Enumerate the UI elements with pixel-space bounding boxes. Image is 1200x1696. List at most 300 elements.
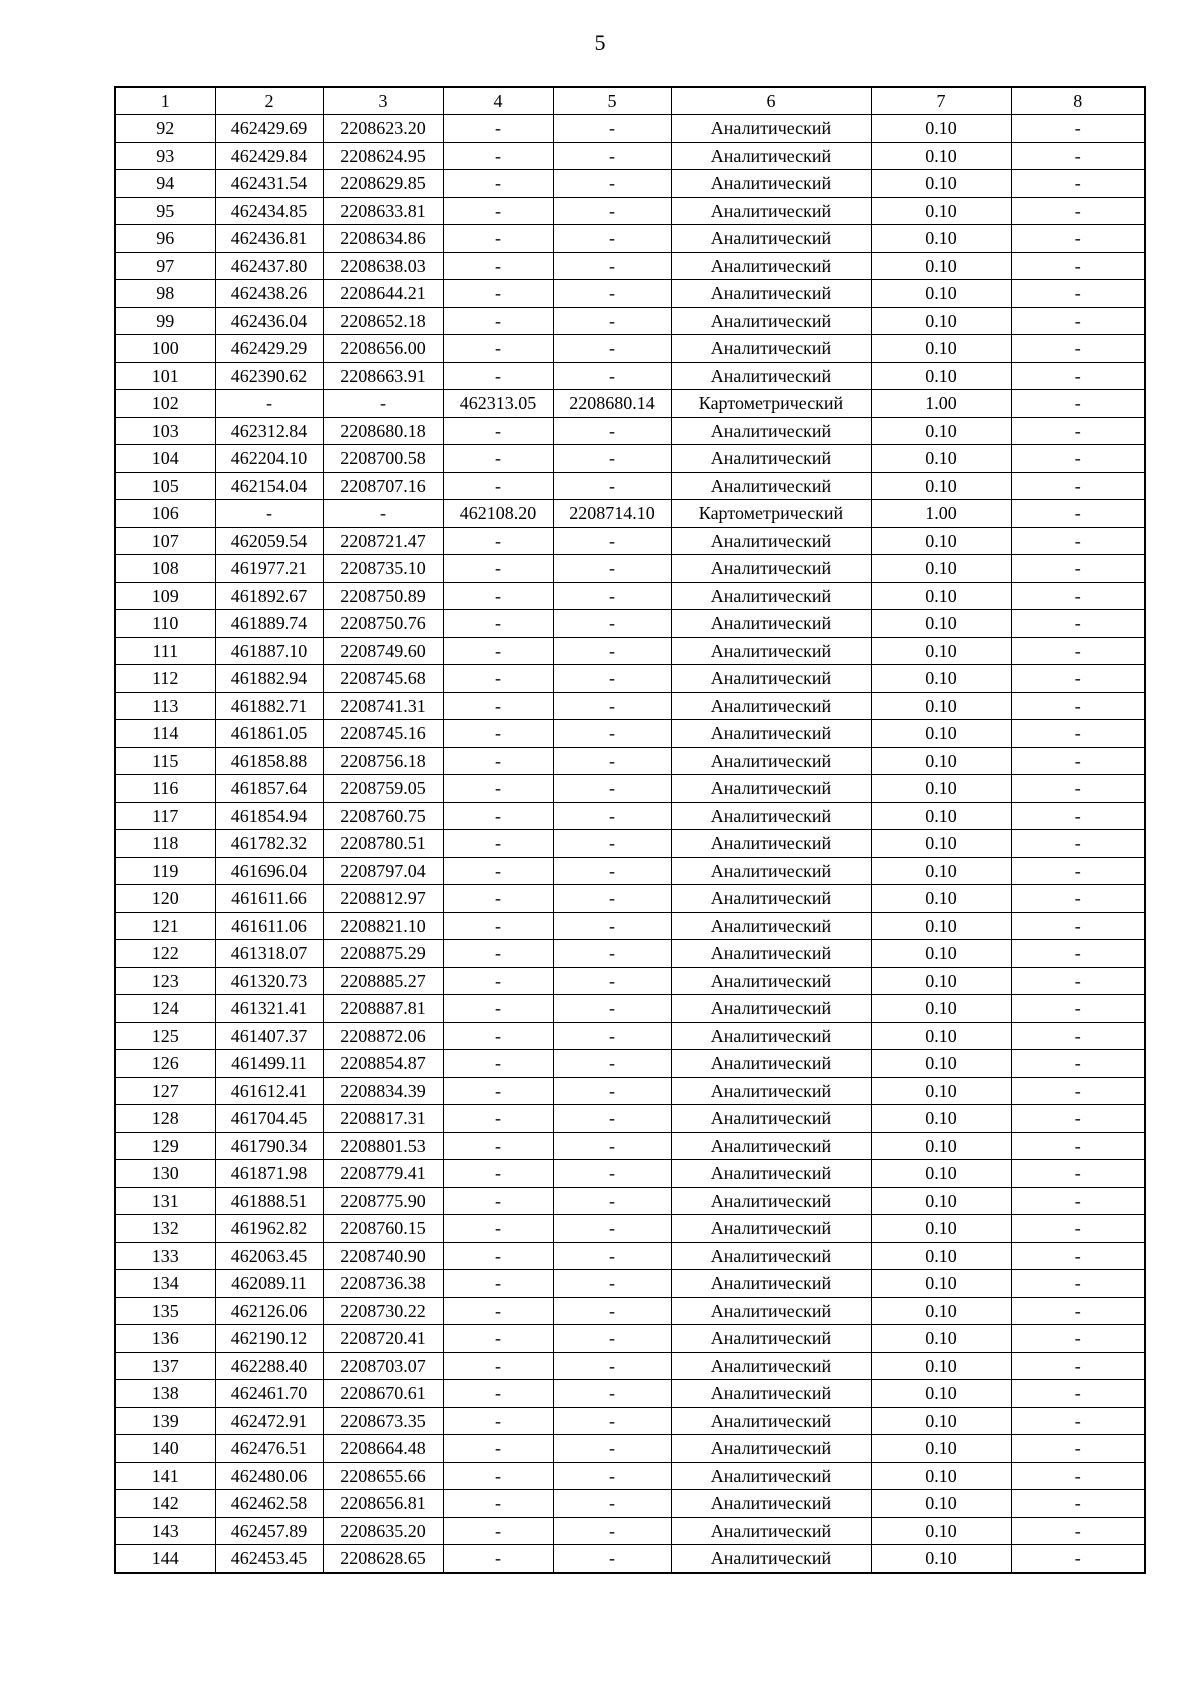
table-cell: -	[553, 995, 671, 1023]
table-cell: -	[1011, 885, 1145, 913]
table-cell: -	[443, 747, 553, 775]
table-cell: 461889.74	[215, 610, 323, 638]
table-cell: -	[1011, 747, 1145, 775]
table-cell: -	[1011, 1380, 1145, 1408]
table-cell: -	[1011, 390, 1145, 418]
table-cell: 132	[115, 1215, 215, 1243]
table-cell: 2208633.81	[323, 197, 443, 225]
table-cell: -	[443, 197, 553, 225]
table-cell: 0.10	[871, 582, 1011, 610]
table-cell: -	[1011, 1407, 1145, 1435]
table-cell: 2208875.29	[323, 940, 443, 968]
table-cell: -	[443, 582, 553, 610]
table-cell: Аналитический	[671, 1517, 871, 1545]
table-cell: -	[1011, 1462, 1145, 1490]
table-cell: 118	[115, 830, 215, 858]
table-cell: 462472.91	[215, 1407, 323, 1435]
table-cell: 114	[115, 720, 215, 748]
table-cell: -	[553, 1022, 671, 1050]
table-cell: 0.10	[871, 1490, 1011, 1518]
table-cell: 2208644.21	[323, 280, 443, 308]
table-row	[115, 142, 1145, 170]
table-cell: 2208740.90	[323, 1242, 443, 1270]
table-cell: Аналитический	[671, 115, 871, 143]
table-cell: -	[1011, 1077, 1145, 1105]
table-cell: -	[443, 1077, 553, 1105]
table-cell: 0.10	[871, 665, 1011, 693]
table-cell: 462429.69	[215, 115, 323, 143]
table-cell: 142	[115, 1490, 215, 1518]
table-cell: -	[443, 142, 553, 170]
table-cell: 0.10	[871, 472, 1011, 500]
table-cell: -	[553, 857, 671, 885]
table-row	[115, 527, 1145, 555]
table-cell: 0.10	[871, 417, 1011, 445]
table-row	[115, 967, 1145, 995]
table-cell: Аналитический	[671, 252, 871, 280]
table-cell: 123	[115, 967, 215, 995]
table-cell: 143	[115, 1517, 215, 1545]
table-cell: -	[443, 1325, 553, 1353]
table-cell: Аналитический	[671, 527, 871, 555]
table-cell: -	[553, 307, 671, 335]
table-cell: -	[443, 1435, 553, 1463]
table-cell: -	[1011, 995, 1145, 1023]
table-cell: 0.10	[871, 1022, 1011, 1050]
table-cell: 2208663.91	[323, 362, 443, 390]
table-cell: 2208730.22	[323, 1297, 443, 1325]
table-cell: -	[553, 885, 671, 913]
table-cell: 462436.81	[215, 225, 323, 253]
table-cell: 138	[115, 1380, 215, 1408]
table-cell: 140	[115, 1435, 215, 1463]
table-cell: -	[1011, 500, 1145, 528]
table-cell: 105	[115, 472, 215, 500]
table-header-row	[115, 87, 1145, 115]
table-cell: 102	[115, 390, 215, 418]
table-cell: Аналитический	[671, 1462, 871, 1490]
table-cell: -	[1011, 280, 1145, 308]
table-cell: 461704.45	[215, 1105, 323, 1133]
table-cell: 461320.73	[215, 967, 323, 995]
table-row	[115, 472, 1145, 500]
table-cell: 0.10	[871, 885, 1011, 913]
table-cell: 2208707.16	[323, 472, 443, 500]
table-cell: 461871.98	[215, 1160, 323, 1188]
table-cell: -	[553, 225, 671, 253]
table-cell: -	[1011, 472, 1145, 500]
table-cell: 461977.21	[215, 555, 323, 583]
table-cell: 0.10	[871, 857, 1011, 885]
table-cell: 0.10	[871, 802, 1011, 830]
table-cell: 2208624.95	[323, 142, 443, 170]
table-cell: -	[553, 1297, 671, 1325]
table-cell: 1.00	[871, 390, 1011, 418]
table-cell: Аналитический	[671, 1160, 871, 1188]
table-cell: -	[443, 417, 553, 445]
table-cell: 0.10	[871, 1380, 1011, 1408]
table-cell: -	[553, 1050, 671, 1078]
table-cell: 2208801.53	[323, 1132, 443, 1160]
table-cell: 2208779.41	[323, 1160, 443, 1188]
table-cell: 462126.06	[215, 1297, 323, 1325]
table-cell: 0.10	[871, 1462, 1011, 1490]
table-row	[115, 555, 1145, 583]
table-cell: 103	[115, 417, 215, 445]
table-cell: Аналитический	[671, 1215, 871, 1243]
table-row	[115, 1517, 1145, 1545]
table-cell: 462204.10	[215, 445, 323, 473]
table-row	[115, 885, 1145, 913]
table-cell: Аналитический	[671, 362, 871, 390]
table-cell: 461892.67	[215, 582, 323, 610]
table-cell: 2208749.60	[323, 637, 443, 665]
table-cell: 0.10	[871, 197, 1011, 225]
table-cell: -	[553, 362, 671, 390]
table-cell: 0.10	[871, 1050, 1011, 1078]
table-cell: 0.10	[871, 115, 1011, 143]
table-cell: 108	[115, 555, 215, 583]
table-row	[115, 170, 1145, 198]
table-cell: 96	[115, 225, 215, 253]
table-cell: 93	[115, 142, 215, 170]
table-cell: -	[553, 472, 671, 500]
table-cell: 0.10	[871, 912, 1011, 940]
table-cell: -	[443, 1297, 553, 1325]
table-cell: 110	[115, 610, 215, 638]
table-cell: 2208750.76	[323, 610, 443, 638]
table-cell: -	[443, 1050, 553, 1078]
table-cell: -	[1011, 1105, 1145, 1133]
table-cell: 2208760.15	[323, 1215, 443, 1243]
table-cell: Аналитический	[671, 1105, 871, 1133]
table-row	[115, 995, 1145, 1023]
table-cell: -	[1011, 857, 1145, 885]
table-cell: 0.10	[871, 335, 1011, 363]
table-cell: -	[553, 142, 671, 170]
column-header: 8	[1011, 87, 1145, 115]
table-cell: Аналитический	[671, 472, 871, 500]
column-header: 1	[115, 87, 215, 115]
table-cell: 462390.62	[215, 362, 323, 390]
table-cell: 0.10	[871, 995, 1011, 1023]
table-cell: 0.10	[871, 527, 1011, 555]
table-cell: Аналитический	[671, 197, 871, 225]
table-cell: -	[553, 720, 671, 748]
table-cell: 2208745.16	[323, 720, 443, 748]
table-cell: 462154.04	[215, 472, 323, 500]
table-cell: 141	[115, 1462, 215, 1490]
table-cell: Аналитический	[671, 747, 871, 775]
table-cell: 121	[115, 912, 215, 940]
table-cell: -	[553, 280, 671, 308]
table-cell: Аналитический	[671, 142, 871, 170]
table-row	[115, 747, 1145, 775]
table-cell: -	[1011, 1545, 1145, 1573]
table-cell: -	[553, 335, 671, 363]
table-row	[115, 115, 1145, 143]
table-cell: -	[443, 225, 553, 253]
table-cell: 137	[115, 1352, 215, 1380]
table-cell: -	[443, 252, 553, 280]
table-cell: -	[443, 280, 553, 308]
table-cell: 462288.40	[215, 1352, 323, 1380]
table-cell: 101	[115, 362, 215, 390]
table-cell: Аналитический	[671, 692, 871, 720]
table-cell: Аналитический	[671, 665, 871, 693]
table-cell: 98	[115, 280, 215, 308]
table-row	[115, 1490, 1145, 1518]
table-cell: 130	[115, 1160, 215, 1188]
table-cell: 2208680.14	[553, 390, 671, 418]
table-cell: -	[323, 500, 443, 528]
table-cell: -	[443, 967, 553, 995]
table-cell: 2208720.41	[323, 1325, 443, 1353]
table-row	[115, 1132, 1145, 1160]
table-cell: 92	[115, 115, 215, 143]
table-cell: Аналитический	[671, 637, 871, 665]
table-cell: -	[1011, 610, 1145, 638]
table-cell: -	[443, 692, 553, 720]
table-cell: Аналитический	[671, 582, 871, 610]
table-cell: 0.10	[871, 1105, 1011, 1133]
table-row	[115, 1215, 1145, 1243]
table-cell: 462476.51	[215, 1435, 323, 1463]
table-cell: 2208673.35	[323, 1407, 443, 1435]
table-cell: 2208656.81	[323, 1490, 443, 1518]
table-cell: Аналитический	[671, 802, 871, 830]
table-cell: 0.10	[871, 170, 1011, 198]
table-cell: 125	[115, 1022, 215, 1050]
table-row	[115, 940, 1145, 968]
table-cell: -	[443, 830, 553, 858]
table-cell: 104	[115, 445, 215, 473]
table-cell: Аналитический	[671, 720, 871, 748]
table-cell: -	[553, 1462, 671, 1490]
table-cell: 2208745.68	[323, 665, 443, 693]
table-cell: 0.10	[871, 225, 1011, 253]
table-cell: 95	[115, 197, 215, 225]
table-cell: 0.10	[871, 1352, 1011, 1380]
table-cell: -	[443, 802, 553, 830]
table-cell: Аналитический	[671, 280, 871, 308]
table-cell: Аналитический	[671, 225, 871, 253]
table-cell: -	[443, 857, 553, 885]
table-cell: 131	[115, 1187, 215, 1215]
table-cell: -	[553, 1132, 671, 1160]
table-cell: -	[1011, 1352, 1145, 1380]
table-cell: -	[553, 1215, 671, 1243]
table-cell: -	[1011, 1215, 1145, 1243]
table-cell: 122	[115, 940, 215, 968]
table-cell: Аналитический	[671, 857, 871, 885]
table-cell: Аналитический	[671, 1352, 871, 1380]
table-cell: 133	[115, 1242, 215, 1270]
table-cell: 461857.64	[215, 775, 323, 803]
table-cell: -	[553, 197, 671, 225]
table-cell: Аналитический	[671, 1050, 871, 1078]
table-cell: 0.10	[871, 940, 1011, 968]
table-cell: 127	[115, 1077, 215, 1105]
table-cell: 2208629.85	[323, 170, 443, 198]
table-cell: -	[553, 830, 671, 858]
table-cell: 2208714.10	[553, 500, 671, 528]
table-cell: -	[553, 1187, 671, 1215]
table-cell: -	[553, 802, 671, 830]
table-cell: 0.10	[871, 610, 1011, 638]
table-cell: Аналитический	[671, 170, 871, 198]
table-cell: -	[1011, 252, 1145, 280]
table-row	[115, 857, 1145, 885]
table-cell: Аналитический	[671, 1435, 871, 1463]
table-cell: -	[1011, 197, 1145, 225]
table-cell: -	[215, 390, 323, 418]
table-cell: -	[1011, 115, 1145, 143]
table-cell: 144	[115, 1545, 215, 1573]
table-cell: 461887.10	[215, 637, 323, 665]
table-cell: 461611.66	[215, 885, 323, 913]
table-row	[115, 720, 1145, 748]
table-cell: 117	[115, 802, 215, 830]
table-cell: 119	[115, 857, 215, 885]
table-cell: 462190.12	[215, 1325, 323, 1353]
table-cell: -	[1011, 1325, 1145, 1353]
table-cell: -	[553, 1352, 671, 1380]
table-cell: 2208680.18	[323, 417, 443, 445]
table-cell: 462436.04	[215, 307, 323, 335]
table-cell: Аналитический	[671, 885, 871, 913]
table-cell: -	[1011, 830, 1145, 858]
table-cell: -	[443, 1380, 553, 1408]
table-cell: -	[443, 1242, 553, 1270]
table-row	[115, 1242, 1145, 1270]
table-cell: -	[553, 1160, 671, 1188]
table-cell: -	[553, 1435, 671, 1463]
table-cell: 0.10	[871, 252, 1011, 280]
table-cell: 2208887.81	[323, 995, 443, 1023]
table-row	[115, 1407, 1145, 1435]
table-cell: Аналитический	[671, 1490, 871, 1518]
table-cell: 2208885.27	[323, 967, 443, 995]
table-cell: -	[1011, 555, 1145, 583]
table-cell: -	[443, 775, 553, 803]
table-cell: -	[1011, 637, 1145, 665]
table-row	[115, 417, 1145, 445]
table-cell: 2208821.10	[323, 912, 443, 940]
table-cell: -	[1011, 362, 1145, 390]
table-cell: 2208655.66	[323, 1462, 443, 1490]
table-row	[115, 390, 1145, 418]
table-cell: 462461.70	[215, 1380, 323, 1408]
table-cell: 461854.94	[215, 802, 323, 830]
table-cell: 0.10	[871, 555, 1011, 583]
table-cell: -	[443, 1215, 553, 1243]
table-cell: 100	[115, 335, 215, 363]
table-cell: 135	[115, 1297, 215, 1325]
table-cell: -	[1011, 912, 1145, 940]
table-cell: Аналитический	[671, 775, 871, 803]
table-cell: Аналитический	[671, 1545, 871, 1573]
table-cell: 2208664.48	[323, 1435, 443, 1463]
table-cell: -	[1011, 1270, 1145, 1298]
table-cell: -	[443, 1352, 553, 1380]
table-cell: 462429.29	[215, 335, 323, 363]
table-cell: -	[443, 1490, 553, 1518]
table-cell: -	[1011, 527, 1145, 555]
column-header: 6	[671, 87, 871, 115]
table-cell: 2208759.05	[323, 775, 443, 803]
table-row	[115, 280, 1145, 308]
table-row	[115, 610, 1145, 638]
table-row	[115, 1077, 1145, 1105]
table-cell: -	[443, 362, 553, 390]
table-cell: 462453.45	[215, 1545, 323, 1573]
table-cell: -	[553, 1077, 671, 1105]
table-row	[115, 1545, 1145, 1573]
table-cell: 461612.41	[215, 1077, 323, 1105]
table-row	[115, 362, 1145, 390]
table-cell: -	[1011, 1435, 1145, 1463]
table-cell: 0.10	[871, 747, 1011, 775]
table-row	[115, 830, 1145, 858]
table-cell: -	[443, 610, 553, 638]
table-cell: 2208756.18	[323, 747, 443, 775]
table-cell: -	[443, 940, 553, 968]
table-cell: -	[443, 335, 553, 363]
table-cell: 2208812.97	[323, 885, 443, 913]
table-cell: 2208634.86	[323, 225, 443, 253]
table-cell: 0.10	[871, 1187, 1011, 1215]
table-cell: 461321.41	[215, 995, 323, 1023]
table-cell: -	[553, 912, 671, 940]
table-cell: 2208703.07	[323, 1352, 443, 1380]
table-cell: 462108.20	[443, 500, 553, 528]
table-cell: 0.10	[871, 1270, 1011, 1298]
table-cell: 0.10	[871, 445, 1011, 473]
table-row	[115, 912, 1145, 940]
table-cell: -	[1011, 967, 1145, 995]
table-row	[115, 1435, 1145, 1463]
table-cell: 0.10	[871, 1545, 1011, 1573]
table-cell: 0.10	[871, 1160, 1011, 1188]
table-cell: 2208652.18	[323, 307, 443, 335]
table-cell: 461962.82	[215, 1215, 323, 1243]
table-cell: Аналитический	[671, 1325, 871, 1353]
table-cell: 113	[115, 692, 215, 720]
table-cell: -	[443, 1132, 553, 1160]
table-cell: 461407.37	[215, 1022, 323, 1050]
table-cell: -	[1011, 665, 1145, 693]
table-cell: 462313.05	[443, 390, 553, 418]
table-cell: -	[443, 307, 553, 335]
table-row	[115, 775, 1145, 803]
table-row	[115, 1050, 1145, 1078]
table-cell: 109	[115, 582, 215, 610]
table-row	[115, 1160, 1145, 1188]
table-cell: 2208735.10	[323, 555, 443, 583]
table-row	[115, 1022, 1145, 1050]
table-cell: 462431.54	[215, 170, 323, 198]
table-cell: 126	[115, 1050, 215, 1078]
table-cell: 461888.51	[215, 1187, 323, 1215]
table-cell: 461882.71	[215, 692, 323, 720]
table-cell: -	[443, 170, 553, 198]
table-cell: 124	[115, 995, 215, 1023]
table-cell: 2208721.47	[323, 527, 443, 555]
table-cell: -	[1011, 335, 1145, 363]
table-row	[115, 1187, 1145, 1215]
table-cell: -	[1011, 1160, 1145, 1188]
